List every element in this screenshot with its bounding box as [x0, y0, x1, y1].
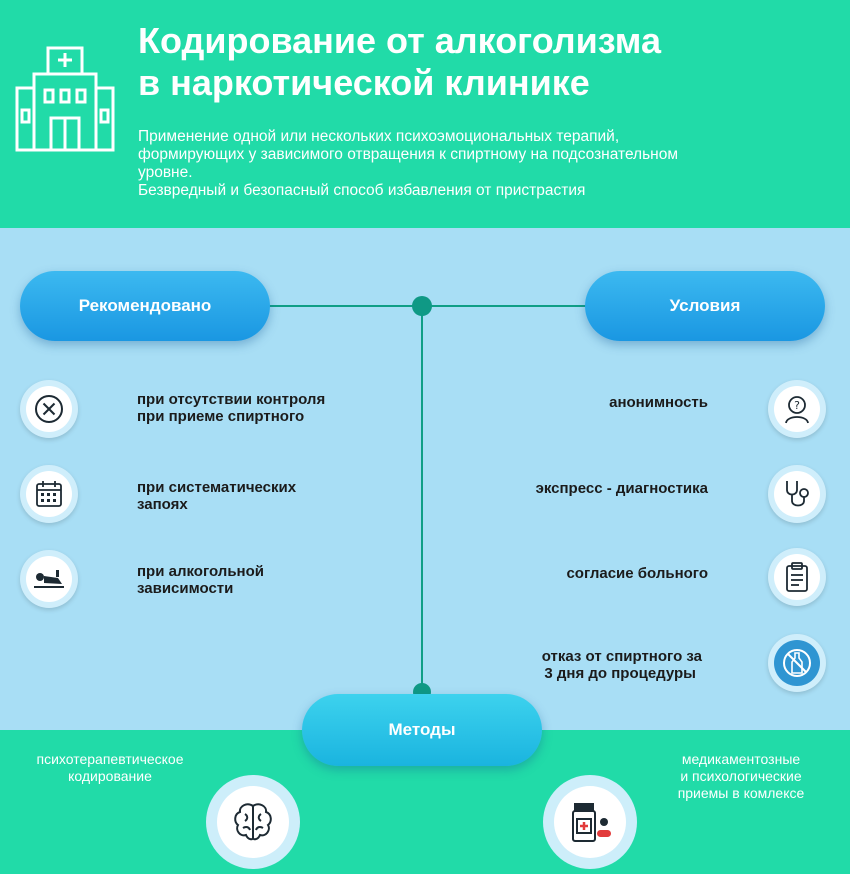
condition-item: [542, 648, 702, 682]
cross-circle-icon: [33, 393, 65, 425]
clipboard-icon: [784, 561, 810, 593]
item-line: согласие больного: [566, 565, 708, 582]
recommended-item-icon: [20, 550, 78, 608]
method-right-text: [648, 751, 834, 802]
item-line: зависимости: [137, 580, 234, 597]
recommended-item: [137, 391, 325, 425]
page-description: [138, 128, 850, 200]
method-left-text: [4, 751, 216, 785]
recommended-item-icon: [20, 465, 78, 523]
conditions-node: Условия: [585, 271, 825, 341]
calendar-icon: [34, 479, 64, 509]
condition-item: [609, 394, 708, 411]
item-line: при алкогольной: [137, 563, 264, 580]
item-line: отказ от спиртного за: [541, 648, 702, 665]
condition-item-icon: [768, 548, 826, 606]
recommended-node: Рекомендовано: [20, 271, 270, 341]
description-line: Безвредный и безопасный способ избавления от пристрастия: [138, 182, 586, 199]
no-bottle-icon: [781, 647, 813, 679]
title-line: в наркотической клинике: [138, 62, 590, 103]
condition-item-icon: [768, 634, 826, 692]
item-line: при приеме спиртного: [137, 408, 305, 425]
stethoscope-icon: [782, 478, 812, 510]
item-line: при отсутствии контроля: [137, 391, 326, 408]
method-right-icon: [543, 775, 637, 869]
method-line: приемы в комлексе: [677, 785, 805, 801]
item-line: при систематических: [137, 479, 297, 496]
connector-vertical: [421, 306, 423, 694]
title-line: Кодирование от алкоголизма: [138, 20, 661, 61]
description-line: Применение одной или нескольких психоэмоциональных терапий,: [138, 128, 620, 145]
description-line: уровне.: [138, 164, 193, 181]
anonymous-person-icon: [781, 393, 813, 425]
method-line: медикаментозные: [681, 751, 801, 767]
recommended-item: [137, 479, 296, 513]
method-line: психотерапевтическое: [36, 751, 184, 767]
hospital-icon: [14, 44, 118, 152]
medicine-icon: [567, 800, 613, 844]
condition-item: [536, 480, 708, 497]
svg-text:?: ?: [794, 399, 800, 412]
condition-item: [566, 565, 708, 582]
item-line: 3 дня до процедуры: [544, 665, 696, 682]
description-line: формирующих у зависимого отвращения к спиртному на подсознательном: [138, 146, 679, 163]
lying-person-icon: [32, 566, 66, 592]
condition-item-icon: [768, 380, 826, 438]
condition-item-icon: [768, 465, 826, 523]
recommended-item-icon: [20, 380, 78, 438]
page-title: [138, 20, 838, 104]
method-line: кодирование: [68, 768, 152, 784]
connector-dot: [412, 296, 432, 316]
recommended-item: [137, 563, 264, 597]
method-line: и психологические: [680, 768, 802, 784]
item-line: запоях: [137, 496, 188, 513]
method-left-icon: [206, 775, 300, 869]
methods-node: Методы: [302, 694, 542, 766]
item-line: экспресс - диагностика: [535, 480, 708, 497]
brain-icon: [231, 800, 275, 844]
item-line: анонимность: [609, 394, 708, 411]
